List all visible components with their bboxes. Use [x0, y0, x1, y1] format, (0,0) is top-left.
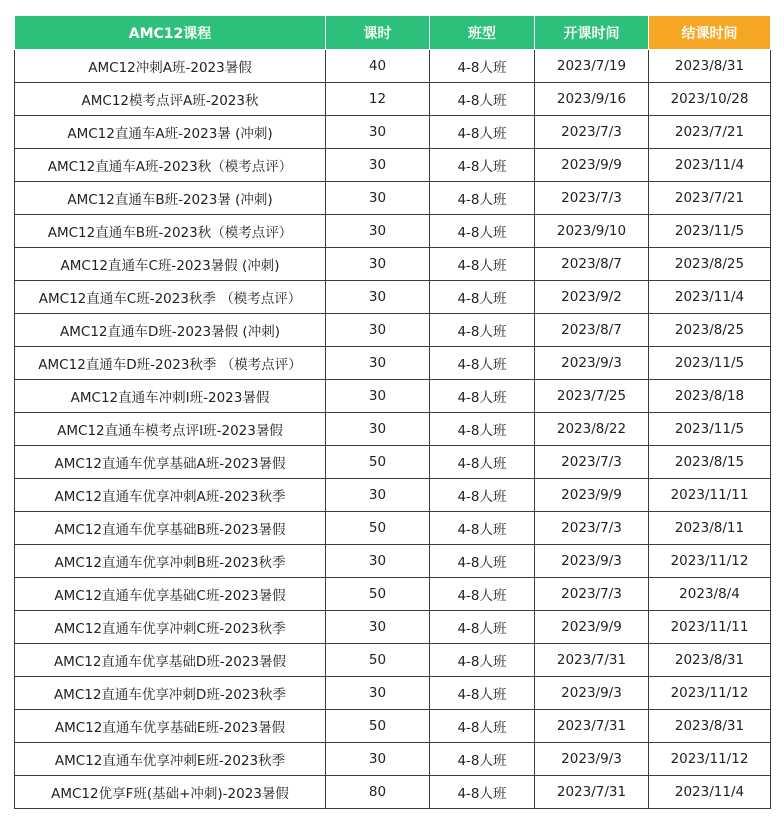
- cell-course: AMC12优享F班(基础+冲刺)-2023暑假: [15, 776, 326, 809]
- cell-hours: 30: [326, 281, 430, 314]
- table-row: [15, 413, 771, 446]
- cell-end-date: 2023/11/11: [649, 479, 771, 512]
- cell-start-date: 2023/9/9: [535, 149, 649, 182]
- course-schedule: [14, 15, 770, 809]
- cell-end-date: 2023/11/5: [649, 215, 771, 248]
- cell-hours: 50: [326, 446, 430, 479]
- cell-end-date: 2023/8/31: [649, 50, 771, 83]
- cell-end-date: 2023/8/11: [649, 512, 771, 545]
- cell-course: AMC12直通车B班-2023秋（模考点评）: [15, 215, 326, 248]
- cell-start-date: 2023/8/22: [535, 413, 649, 446]
- cell-hours: 30: [326, 149, 430, 182]
- cell-end-date: 2023/8/25: [649, 314, 771, 347]
- cell-course: AMC12直通车A班-2023暑 (冲刺): [15, 116, 326, 149]
- cell-end-date: 2023/11/12: [649, 743, 771, 776]
- cell-class-type: 4-8人班: [430, 149, 535, 182]
- cell-end-date: 2023/11/4: [649, 281, 771, 314]
- cell-end-date: 2023/11/12: [649, 545, 771, 578]
- header-hours: 课时: [326, 16, 430, 50]
- cell-class-type: 4-8人班: [430, 479, 535, 512]
- cell-class-type: 4-8人班: [430, 380, 535, 413]
- cell-start-date: 2023/7/3: [535, 512, 649, 545]
- cell-start-date: 2023/9/9: [535, 611, 649, 644]
- cell-class-type: 4-8人班: [430, 248, 535, 281]
- cell-end-date: 2023/8/15: [649, 446, 771, 479]
- cell-hours: 30: [326, 479, 430, 512]
- cell-start-date: 2023/7/31: [535, 644, 649, 677]
- header-row: [15, 16, 771, 50]
- cell-course: AMC12直通车优享冲刺C班-2023秋季: [15, 611, 326, 644]
- table-row: [15, 314, 771, 347]
- cell-hours: 50: [326, 644, 430, 677]
- cell-hours: 30: [326, 611, 430, 644]
- table-row: [15, 710, 771, 743]
- cell-hours: 80: [326, 776, 430, 809]
- cell-hours: 30: [326, 248, 430, 281]
- cell-course: AMC12直通车C班-2023暑假 (冲刺): [15, 248, 326, 281]
- cell-class-type: 4-8人班: [430, 314, 535, 347]
- cell-end-date: 2023/11/12: [649, 677, 771, 710]
- cell-start-date: 2023/9/3: [535, 347, 649, 380]
- cell-class-type: 4-8人班: [430, 710, 535, 743]
- cell-hours: 30: [326, 347, 430, 380]
- cell-hours: 40: [326, 50, 430, 83]
- cell-course: AMC12模考点评A班-2023秋: [15, 83, 326, 116]
- cell-course: AMC12直通车C班-2023秋季 （模考点评）: [15, 281, 326, 314]
- cell-course: AMC12冲刺A班-2023暑假: [15, 50, 326, 83]
- cell-course: AMC12直通车优享冲刺A班-2023秋季: [15, 479, 326, 512]
- cell-start-date: 2023/9/16: [535, 83, 649, 116]
- header-course: AMC12课程: [15, 16, 326, 50]
- table-row: [15, 545, 771, 578]
- cell-hours: 30: [326, 743, 430, 776]
- table-row: [15, 347, 771, 380]
- cell-class-type: 4-8人班: [430, 83, 535, 116]
- cell-start-date: 2023/9/3: [535, 677, 649, 710]
- cell-course: AMC12直通车优享基础D班-2023暑假: [15, 644, 326, 677]
- cell-class-type: 4-8人班: [430, 446, 535, 479]
- cell-start-date: 2023/7/3: [535, 578, 649, 611]
- cell-class-type: 4-8人班: [430, 281, 535, 314]
- table-row: [15, 116, 771, 149]
- cell-end-date: 2023/8/31: [649, 710, 771, 743]
- table-row: [15, 182, 771, 215]
- cell-hours: 50: [326, 512, 430, 545]
- cell-end-date: 2023/10/28: [649, 83, 771, 116]
- cell-class-type: 4-8人班: [430, 215, 535, 248]
- cell-hours: 50: [326, 578, 430, 611]
- table-row: [15, 479, 771, 512]
- cell-class-type: 4-8人班: [430, 347, 535, 380]
- table-row: [15, 50, 771, 83]
- cell-start-date: 2023/7/3: [535, 446, 649, 479]
- table-row: [15, 215, 771, 248]
- cell-hours: 30: [326, 380, 430, 413]
- header-class-type: 班型: [430, 16, 535, 50]
- table-row: [15, 677, 771, 710]
- cell-hours: 30: [326, 545, 430, 578]
- header-start-date: 开课时间: [535, 16, 649, 50]
- table-row: [15, 644, 771, 677]
- cell-start-date: 2023/7/25: [535, 380, 649, 413]
- cell-start-date: 2023/7/3: [535, 116, 649, 149]
- cell-end-date: 2023/8/18: [649, 380, 771, 413]
- cell-course: AMC12直通车B班-2023暑 (冲刺): [15, 182, 326, 215]
- table-row: [15, 578, 771, 611]
- table-row: [15, 446, 771, 479]
- cell-start-date: 2023/7/3: [535, 182, 649, 215]
- cell-start-date: 2023/7/31: [535, 776, 649, 809]
- cell-class-type: 4-8人班: [430, 512, 535, 545]
- cell-start-date: 2023/7/19: [535, 50, 649, 83]
- cell-hours: 50: [326, 710, 430, 743]
- table-row: [15, 743, 771, 776]
- cell-hours: 30: [326, 116, 430, 149]
- cell-start-date: 2023/9/9: [535, 479, 649, 512]
- cell-class-type: 4-8人班: [430, 611, 535, 644]
- cell-course: AMC12直通车优享冲刺B班-2023秋季: [15, 545, 326, 578]
- cell-course: AMC12直通车冲刺I班-2023暑假: [15, 380, 326, 413]
- cell-class-type: 4-8人班: [430, 413, 535, 446]
- cell-course: AMC12直通车A班-2023秋（模考点评）: [15, 149, 326, 182]
- table-body: [15, 50, 771, 809]
- cell-start-date: 2023/9/2: [535, 281, 649, 314]
- cell-course: AMC12直通车优享基础C班-2023暑假: [15, 578, 326, 611]
- table-row: [15, 149, 771, 182]
- cell-course: AMC12直通车优享基础A班-2023暑假: [15, 446, 326, 479]
- table-row: [15, 380, 771, 413]
- cell-end-date: 2023/11/4: [649, 776, 771, 809]
- cell-course: AMC12直通车优享冲刺D班-2023秋季: [15, 677, 326, 710]
- table-row: [15, 776, 771, 809]
- table-row: [15, 83, 771, 116]
- table-row: [15, 611, 771, 644]
- cell-course: AMC12直通车模考点评I班-2023暑假: [15, 413, 326, 446]
- cell-end-date: 2023/11/5: [649, 347, 771, 380]
- cell-hours: 30: [326, 413, 430, 446]
- header-end-date: 结课时间: [649, 16, 771, 50]
- cell-class-type: 4-8人班: [430, 545, 535, 578]
- cell-start-date: 2023/7/31: [535, 710, 649, 743]
- cell-hours: 30: [326, 314, 430, 347]
- cell-class-type: 4-8人班: [430, 182, 535, 215]
- cell-class-type: 4-8人班: [430, 677, 535, 710]
- cell-end-date: 2023/8/31: [649, 644, 771, 677]
- cell-course: AMC12直通车D班-2023暑假 (冲刺): [15, 314, 326, 347]
- cell-end-date: 2023/8/25: [649, 248, 771, 281]
- table-row: [15, 512, 771, 545]
- cell-course: AMC12直通车优享基础B班-2023暑假: [15, 512, 326, 545]
- cell-course: AMC12直通车优享基础E班-2023暑假: [15, 710, 326, 743]
- cell-course: AMC12直通车D班-2023秋季 （模考点评）: [15, 347, 326, 380]
- cell-hours: 30: [326, 677, 430, 710]
- cell-class-type: 4-8人班: [430, 644, 535, 677]
- cell-start-date: 2023/8/7: [535, 314, 649, 347]
- cell-end-date: 2023/8/4: [649, 578, 771, 611]
- cell-start-date: 2023/9/10: [535, 215, 649, 248]
- cell-end-date: 2023/11/5: [649, 413, 771, 446]
- cell-end-date: 2023/7/21: [649, 182, 771, 215]
- cell-start-date: 2023/8/7: [535, 248, 649, 281]
- cell-end-date: 2023/11/11: [649, 611, 771, 644]
- cell-class-type: 4-8人班: [430, 50, 535, 83]
- cell-end-date: 2023/11/4: [649, 149, 771, 182]
- cell-class-type: 4-8人班: [430, 116, 535, 149]
- cell-start-date: 2023/9/3: [535, 545, 649, 578]
- table-row: [15, 281, 771, 314]
- cell-hours: 30: [326, 182, 430, 215]
- cell-class-type: 4-8人班: [430, 578, 535, 611]
- cell-class-type: 4-8人班: [430, 743, 535, 776]
- cell-hours: 12: [326, 83, 430, 116]
- cell-hours: 30: [326, 215, 430, 248]
- cell-start-date: 2023/9/3: [535, 743, 649, 776]
- cell-class-type: 4-8人班: [430, 776, 535, 809]
- cell-end-date: 2023/7/21: [649, 116, 771, 149]
- course-table: [14, 15, 771, 809]
- table-row: [15, 248, 771, 281]
- cell-course: AMC12直通车优享冲刺E班-2023秋季: [15, 743, 326, 776]
